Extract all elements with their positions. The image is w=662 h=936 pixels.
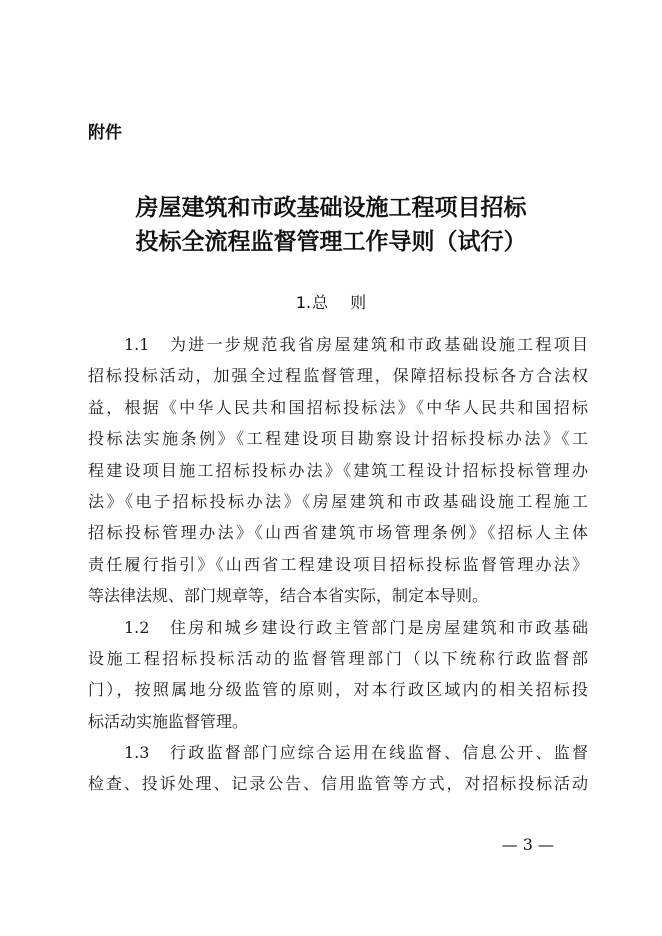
text-line: 招标投标管理办法》《山西省建筑市场管理条例》《招标人主体 (88, 523, 588, 543)
paragraph-1-1 (88, 329, 588, 612)
text-line: 门），按照属地分级监管的原则，对本行政区域内的相关招标投 (88, 680, 588, 700)
section-word-2: 则 (350, 293, 367, 312)
text-line: 标活动实施监督管理。 (88, 711, 249, 731)
page-number: — 3 — (501, 835, 554, 854)
body-text (88, 329, 588, 800)
section-number: 1. (295, 293, 312, 312)
text-line: 设施工程招标投标活动的监督管理部门（以下统称行政监督部 (88, 648, 588, 668)
text-line: 投标法实施条例》《工程建设项目勘察设计招标投标办法》《工 (88, 429, 588, 449)
text-line: 检查、投诉处理、记录公告、信用监管等方式，对招标投标活动 (88, 774, 588, 794)
document-title-line-2: 投标全流程监督管理工作导则（试行） (135, 228, 527, 255)
text-line: 1.3 行政监督部门应综合运用在线监督、信息公开、监督 (124, 743, 588, 763)
paragraph-1-3 (88, 737, 588, 800)
text-line: 等法律法规、部门规章等，结合本省实际，制定本导则。 (88, 586, 489, 606)
section-word-1: 总 (312, 293, 329, 312)
document-title-line-1: 房屋建筑和市政基础设施工程项目招标 (135, 194, 527, 221)
text-line: 招标投标活动，加强全过程监督管理，保障招标投标各方合法权 (88, 366, 588, 386)
section-heading (0, 291, 662, 315)
text-line: 1.2 住房和城乡建设行政主管部门是房屋建筑和市政基础 (124, 617, 588, 637)
attachment-label: 附件 (88, 123, 122, 143)
paragraph-1-2 (88, 612, 588, 738)
text-line: 1.1 为进一步规范我省房屋建筑和市政基础设施工程项目 (124, 335, 588, 354)
text-line: 责任履行指引》《山西省工程建设项目招标投标监督管理办法》 (88, 554, 588, 574)
text-line: 益，根据《中华人民共和国招标投标法》《中华人民共和国招标 (88, 397, 588, 417)
text-line: 程建设项目施工招标投标办法》《建筑工程设计招标投标管理办 (88, 460, 588, 480)
text-line: 法》《电子招标投标办法》《房屋建筑和市政基础设施工程施工 (88, 491, 588, 511)
